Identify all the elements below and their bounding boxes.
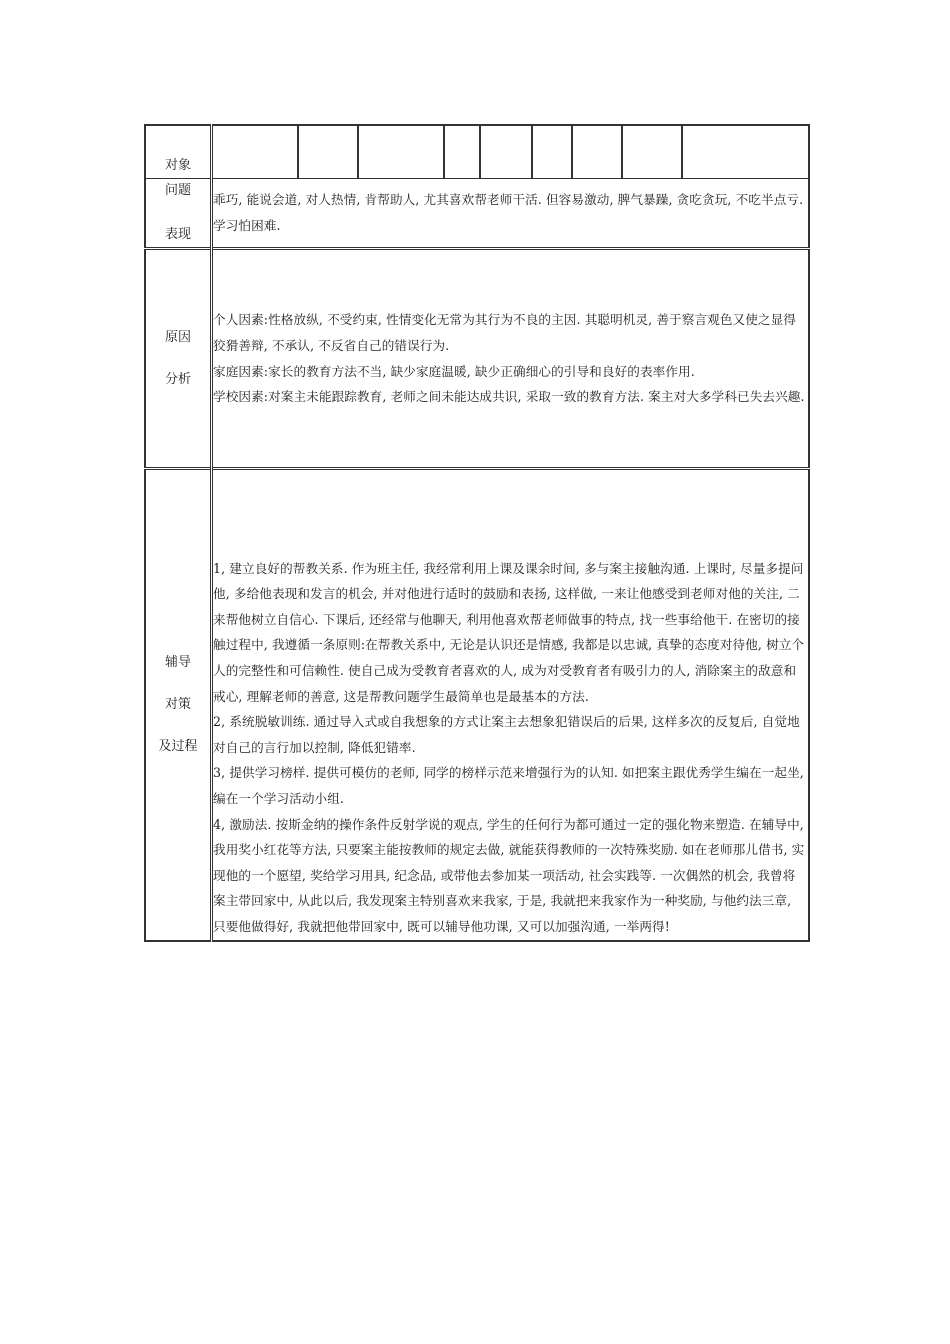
guidance-step-4: 4, 激励法. 按斯金纳的操作条件反射学说的观点, 学生的任何行为都可通过一定的强化物来塑造. 在辅导中, 我用奖小红花等方法, 只要案主能按教师的规定去做, 就能获得教师的一次特殊奖励. 如在老师那儿借书, 实现他的一个愿望, 奖给学习用具, 纪念品, 或带他去参加某一项活动, 社会实践等. 一次偶然的机会, 我曾将案主带回家中, 从此以后, 我发现案主特别喜欢来我家, 于是, 我就把来我家作为一种奖励, 与他约法三章, 只要他做得好, 我就把他带回家中, 既可以辅导他功课, 又可以加强沟通, 一举两得! xyxy=(213,816,805,934)
object-subgrid xyxy=(213,126,808,178)
guidance-step-3: 3, 提供学习榜样. 提供可模仿的老师, 同学的榜样示范来增强行为的认知. 如把案主跟优秀学生编在一起坐, 编在一个学习活动小组. xyxy=(213,765,804,806)
blank-cell xyxy=(683,126,808,178)
problem-row xyxy=(145,179,809,249)
object-row xyxy=(145,125,809,179)
blank-cell xyxy=(213,126,299,178)
blank-cell xyxy=(445,126,481,178)
guidance-step-1: 1, 建立良好的帮教关系. 作为班主任, 我经常利用上课及课余时间, 多与案主接触沟通. 上课时, 尽量多提问他, 多给他表现和发言的机会, 并对他进行适时的鼓励和表扬, 这样做, 一来让他感受到老师对他的关注, 二来帮他树立自信心. 下课后, 还经常与他聊天, 利用他喜欢帮老师做事的特点, 找一些事给他干. 在密切的接触过程中, 我遵循一条原则:在帮教关系中, 无论是认识还是情感, 我都是以忠诚, 真挚的态度对待他, 树立个人的完整性和可信赖性. 使自己成为受教育者喜欢的人, 成为对受教育者有吸引力的人, 消除案主的敌意和戒心, 理解老师的善意, 这是帮教问题学生最简单也是最基本的方法. xyxy=(213,560,805,704)
cause-paragraph-family: 家庭因素:家长的教育方法不当, 缺少家庭温暖, 缺少正确细心的引导和良好的表率作用. xyxy=(213,363,695,379)
problem-content xyxy=(212,179,810,249)
problem-label xyxy=(145,179,212,249)
blank-cell xyxy=(573,126,623,178)
blank-cell xyxy=(481,126,533,178)
guidance-step-2: 2, 系统脱敏训练. 通过导入式或自我想象的方式让案主去想象犯错误后的后果, 这样多次的反复后, 自觉地对自己的言行加以控制, 降低犯错率. xyxy=(213,714,800,755)
guidance-content xyxy=(212,469,810,941)
problem-label-line1: 问题 xyxy=(164,183,191,199)
object-label-text: 对象 xyxy=(164,158,191,174)
guidance-label xyxy=(145,469,212,941)
problem-text: 乖巧, 能说会道, 对人热情, 肯帮助人, 尤其喜欢帮老师干活. 但容易激动, 脾气暴躁, 贪吃贪玩, 不吃半点亏. 学习怕困难. xyxy=(213,192,804,233)
object-label xyxy=(145,125,212,179)
cause-label xyxy=(145,249,212,469)
case-table xyxy=(144,124,810,942)
cause-paragraph-personal: 个人因素:性格放纵, 不受约束, 性情变化无常为其行为不良的主因. 其聪明机灵, 善于察言观色又使之显得狡猾善辩, 不承认, 不反省自己的错误行为. xyxy=(213,312,796,353)
guidance-label-line3: 及过程 xyxy=(158,738,198,754)
blank-cell xyxy=(359,126,445,178)
problem-label-line2: 表现 xyxy=(164,227,191,242)
case-record-sheet xyxy=(144,124,810,942)
cause-content xyxy=(212,249,810,469)
blank-cell xyxy=(623,126,683,178)
guidance-label-line1: 辅导 xyxy=(164,655,191,671)
cause-label-line1: 原因 xyxy=(164,329,191,345)
guidance-row xyxy=(145,469,809,941)
blank-cell xyxy=(533,126,573,178)
guidance-label-line2: 对策 xyxy=(164,696,191,712)
cause-row xyxy=(145,249,809,469)
blank-cell xyxy=(299,126,359,178)
cause-paragraph-school: 学校因素:对案主未能跟踪教育, 老师之间未能达成共识, 采取一致的教育方法. 案主对大多学科已失去兴趣. xyxy=(213,389,805,405)
cause-label-line2: 分析 xyxy=(164,371,191,387)
object-info-cells xyxy=(212,125,810,179)
